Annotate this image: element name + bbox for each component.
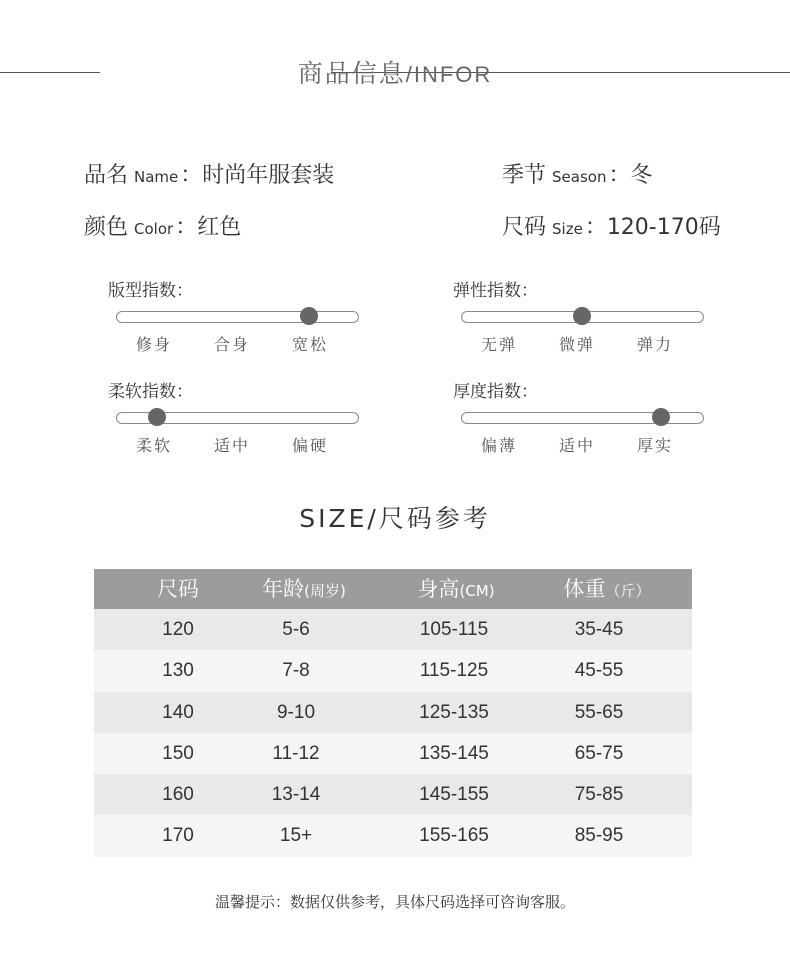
- fit-index-track: [116, 311, 359, 323]
- header-title-cn: 商品信息: [297, 59, 406, 88]
- table-cell: 45-55: [574, 660, 624, 682]
- table-body: [94, 609, 692, 857]
- info-name: [84, 158, 334, 189]
- thickness-tick-2: 厚实: [636, 436, 673, 455]
- elasticity-tick-2: 弹力: [636, 335, 673, 354]
- size-label-en: Size: [552, 220, 583, 238]
- color-label: 颜色: [84, 215, 129, 240]
- table-cell: 55-65: [574, 701, 624, 723]
- info-color: [84, 210, 241, 241]
- table-cell: 125-135: [419, 701, 489, 723]
- table-row: [94, 815, 692, 856]
- th-weight-unit: （斤）: [605, 582, 651, 600]
- table-cell: 120: [162, 619, 194, 640]
- thickness-index-knob: [652, 408, 670, 426]
- table-header: [94, 569, 692, 609]
- table-row: [94, 733, 692, 774]
- table-cell: 15+: [279, 825, 313, 847]
- th-age: 年龄(周岁): [262, 577, 346, 601]
- name-value: ：时尚年服套装: [180, 163, 335, 188]
- thickness-index-label: 厚度指数：: [453, 382, 538, 402]
- th-height: 身高(CM): [417, 577, 495, 601]
- section-header: [0, 54, 790, 90]
- table-cell: 140: [162, 701, 194, 723]
- thickness-tick-0: 偏薄: [480, 436, 517, 455]
- size-label: 尺码: [502, 215, 547, 240]
- table-cell: 115-125: [419, 660, 489, 682]
- fit-tick-0: 修身: [135, 335, 172, 354]
- elasticity-tick-0: 无弹: [480, 335, 517, 354]
- season-value: ：冬: [608, 163, 653, 188]
- info-season: [502, 158, 652, 189]
- elasticity-index-label: 弹性指数：: [453, 281, 538, 301]
- softness-tick-2: 偏硬: [291, 436, 328, 455]
- table-cell: 170: [162, 825, 194, 847]
- table-cell: 135-145: [419, 742, 489, 764]
- table-cell: 145-155: [419, 784, 489, 806]
- info-size: [502, 210, 721, 241]
- table-cell: 35-45: [574, 619, 624, 640]
- table-cell: 105-115: [419, 619, 489, 640]
- footer-note: 温馨提示：数据仅供参考，具体尺码选择可咨询客服。: [214, 893, 575, 911]
- season-label-en: Season: [552, 168, 607, 186]
- th-height-unit: (CM): [459, 582, 495, 600]
- table-cell: 9-10: [276, 701, 316, 723]
- softness-tick-0: 柔软: [135, 436, 172, 455]
- color-label-en: Color: [134, 220, 174, 238]
- fit-index-label: 版型指数：: [108, 281, 193, 301]
- table-row: [94, 774, 692, 815]
- table-cell: 85-95: [574, 825, 624, 847]
- size-table: [94, 569, 692, 857]
- table-cell: 7-8: [282, 660, 310, 682]
- fit-tick-1: 合身: [213, 335, 250, 354]
- table-cell: 155-165: [419, 825, 489, 847]
- softness-tick-1: 适中: [213, 436, 250, 455]
- name-label: 品名: [84, 163, 129, 188]
- table-row: [94, 692, 692, 733]
- table-cell: 150: [162, 742, 194, 764]
- elasticity-tick-1: 微弹: [558, 335, 595, 354]
- fit-tick-2: 宽松: [291, 335, 328, 354]
- table-cell: 65-75: [574, 742, 624, 764]
- table-cell: 160: [162, 784, 194, 806]
- size-value: ：120-170码: [584, 215, 721, 240]
- table-cell: 130: [162, 660, 194, 682]
- table-cell: 75-85: [574, 784, 624, 806]
- size-section-title: SIZE/尺码参考: [299, 504, 491, 533]
- th-weight: 体重（斤）: [563, 577, 651, 601]
- th-age-unit: (周岁): [304, 582, 346, 600]
- thickness-tick-1: 适中: [558, 436, 595, 455]
- table-cell: 5-6: [282, 619, 310, 640]
- season-label: 季节: [502, 163, 547, 188]
- color-value: ：红色: [175, 215, 242, 240]
- softness-index-knob: [148, 408, 166, 426]
- th-size: 尺码: [157, 577, 199, 601]
- header-title-en: /INFOR: [405, 62, 493, 87]
- table-cell: 11-12: [272, 742, 320, 764]
- elasticity-index-knob: [573, 307, 591, 325]
- fit-index-knob: [300, 307, 318, 325]
- softness-index-label: 柔软指数：: [108, 382, 193, 402]
- name-label-en: Name: [134, 168, 179, 186]
- table-row: [94, 650, 692, 691]
- table-cell: 13-14: [271, 784, 321, 806]
- table-row: [94, 609, 692, 650]
